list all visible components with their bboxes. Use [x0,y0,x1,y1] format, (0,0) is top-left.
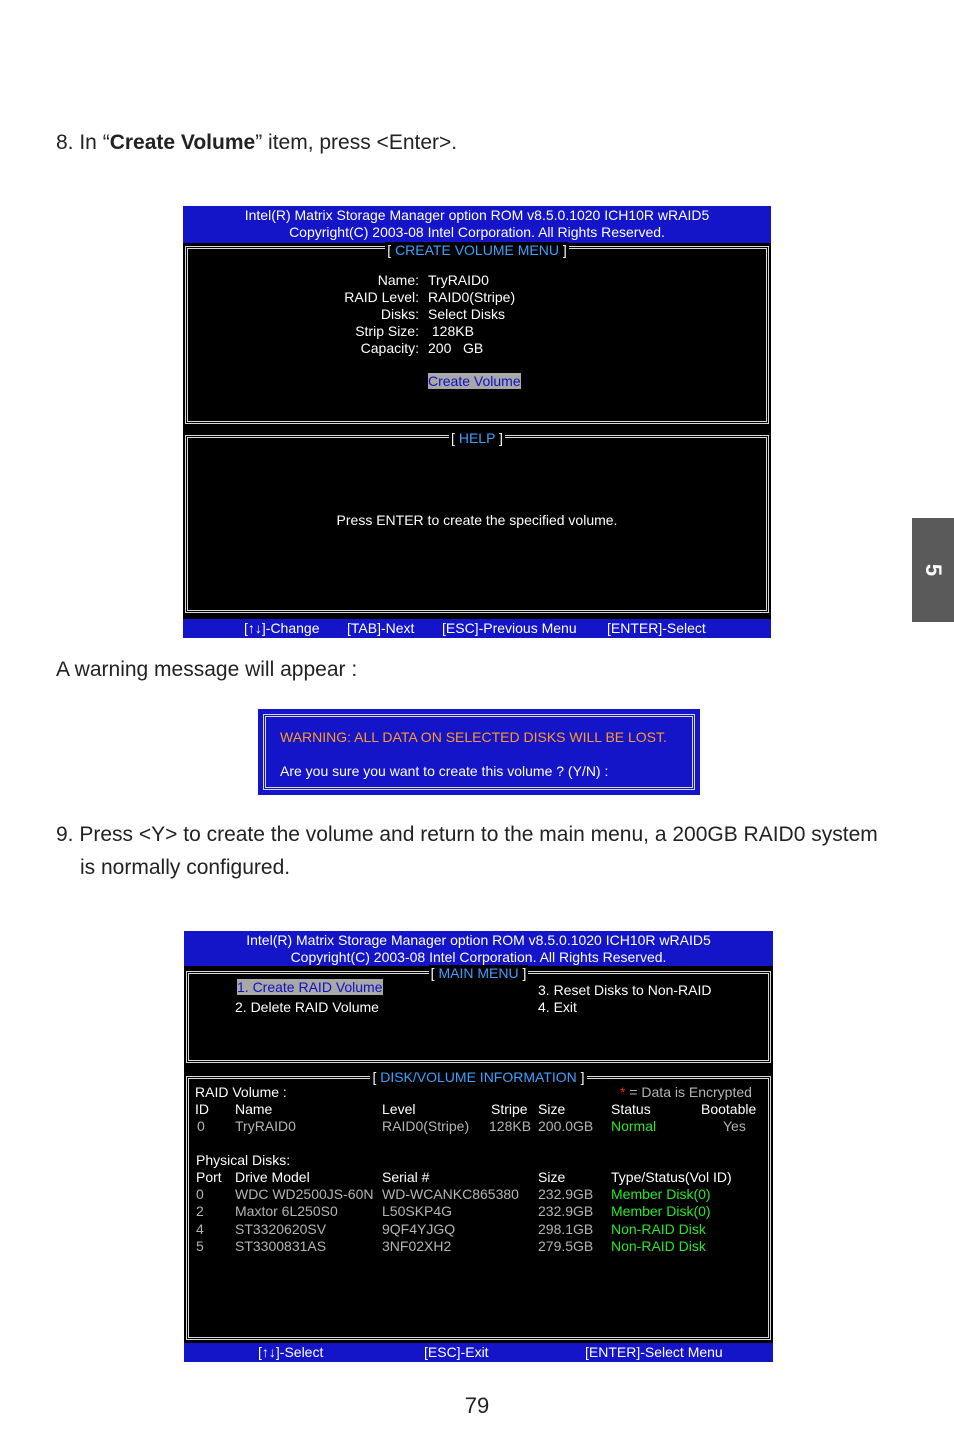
disk-row-size: 279.5GB [538,1238,594,1254]
bios-header-copyright: Copyright(C) 2003-08 Intel Corporation. All Rights Reserved. [290,949,667,965]
create-volume-button[interactable]: Create Volume [428,373,521,389]
footer-previous-menu: [ESC]-Previous Menu [442,620,577,636]
vol-row-bootable: Yes [723,1118,746,1134]
field-label-raid-level: RAID Level: [344,289,419,305]
create-volume-menu-title: [ CREATE VOLUME MENU ] [387,242,567,258]
disk-row-status: Non-RAID Disk [611,1238,706,1254]
disk-row-size: 298.1GB [538,1221,594,1237]
step-9-instruction [56,818,878,884]
vol-header-bootable: Bootable [701,1101,757,1117]
page-number: 79 [464,1393,490,1418]
step-8-prefix: 8. In “ [56,131,110,154]
disk-header-type-status: Type/Status(Vol ID) [611,1169,732,1185]
disk-row-serial: 9QF4YJGQ [382,1221,456,1237]
footer-select: [↑↓]-Select [258,1344,324,1360]
vol-header-status: Status [611,1101,651,1117]
physical-disks-label: Physical Disks: [196,1152,291,1168]
disk-row-model: ST3320620SV [235,1221,327,1237]
bios-header [184,931,773,966]
vol-row-stripe: 128KB [489,1118,532,1134]
vol-row-status: Normal [611,1118,657,1134]
vol-header-stripe: Stripe [491,1101,528,1117]
disk-row-model: WDC WD2500JS-60N [235,1186,374,1202]
step-8-suffix: ” item, press <Enter>. [255,131,458,154]
disk-row-size: 232.9GB [538,1203,594,1219]
disk-volume-info-title: [ DISK/VOLUME INFORMATION ] [372,1069,585,1085]
vol-header-level: Level [382,1101,416,1117]
disk-row-port: 2 [196,1203,204,1219]
warning-message: WARNING: ALL DATA ON SELECTED DISKS WILL BE LOST. [280,729,667,745]
step-8-instruction [56,126,457,159]
disk-header-serial: Serial # [382,1169,430,1185]
disk-header-drive-model: Drive Model [235,1169,310,1185]
chapter-number: 5 [921,563,946,577]
step-9-line-2: is normally configured. [80,856,291,879]
field-value-strip-size[interactable]: 128KB [428,323,474,339]
step-8-bold: Create Volume [109,131,256,154]
main-menu-title: [ MAIN MENU ] [430,965,527,981]
disk-row-serial: L50SKP4G [382,1203,453,1219]
vol-header-name: Name [235,1101,273,1117]
bios-header-title: Intel(R) Matrix Storage Manager option ROM v8.5.0.1020 ICH10R wRAID5 [244,207,710,223]
encrypted-legend [620,1084,752,1100]
vol-header-id: ID [195,1101,209,1117]
warning-dialog-frame [263,714,695,790]
bios-header-copyright: Copyright(C) 2003-08 Intel Corporation. All Rights Reserved. [289,224,665,240]
disk-row-serial: 3NF02XH2 [382,1238,452,1254]
help-title: [ HELP ] [451,430,503,446]
disk-row-status: Member Disk(0) [611,1203,711,1219]
disk-row-port: 5 [196,1238,204,1254]
footer-select-menu: [ENTER]-Select Menu [585,1344,723,1360]
field-label-disks: Disks: [380,306,419,322]
disk-row-size: 232.9GB [538,1186,594,1202]
footer-change: [↑↓]-Change [244,620,320,636]
footer-next: [TAB]-Next [347,620,415,636]
encrypted-note: = Data is Encrypted [625,1084,752,1100]
field-label-name: Name: [377,272,419,288]
menu-item-create-raid-volume[interactable]: 1. Create RAID Volume [237,979,383,995]
main-menu-screen [184,931,773,1362]
disk-row-model: Maxtor 6L250S0 [235,1203,338,1219]
footer-select: [ENTER]-Select [607,620,706,636]
menu-item-delete-raid-volume[interactable]: 2. Delete RAID Volume [235,999,379,1015]
disk-row-status: Member Disk(0) [611,1186,711,1202]
vol-row-name: TryRAID0 [235,1118,296,1134]
disk-row-model: ST3300831AS [235,1238,327,1254]
disk-row-port: 4 [196,1221,204,1237]
disk-row-serial: WD-WCANKC865380 [382,1186,519,1202]
help-text: Press ENTER to create the specified volume. [336,512,618,528]
disk-row-port: 0 [196,1186,204,1202]
field-value-disks[interactable]: Select Disks [428,306,506,322]
bios-header-title: Intel(R) Matrix Storage Manager option ROM v8.5.0.1020 ICH10R wRAID5 [246,932,711,948]
warning-dialog [258,709,700,795]
chapter-tab [912,518,954,622]
field-label-capacity: Capacity: [360,340,419,356]
raid-volume-label: RAID Volume : [195,1084,287,1100]
field-label-strip-size: Strip Size: [355,323,419,339]
disk-header-size: Size [538,1169,566,1185]
warning-intro-text: A warning message will appear : [56,658,358,681]
menu-item-reset-disks[interactable]: 3. Reset Disks to Non-RAID [538,982,712,998]
menu-item-exit[interactable]: 4. Exit [538,999,577,1015]
vol-row-level: RAID0(Stripe) [382,1118,470,1134]
vol-header-size: Size [538,1101,566,1117]
bios-footer [183,619,771,638]
disk-row-status: Non-RAID Disk [611,1221,706,1237]
vol-row-size: 200.0GB [538,1118,594,1134]
step-9-line-1: 9. Press <Y> to create the volume and return to the main menu, a 200GB RAID0 system [56,823,878,846]
footer-exit: [ESC]-Exit [424,1344,489,1360]
vol-row-id: 0 [197,1118,205,1134]
encrypted-star: * [620,1084,626,1100]
field-value-capacity[interactable]: 200 GB [428,340,484,356]
confirm-prompt[interactable]: Are you sure you want to create this volume ? (Y/N) : [280,763,609,779]
disk-header-port: Port [196,1169,222,1185]
field-value-name[interactable]: TryRAID0 [428,272,489,288]
bios-header [183,206,771,243]
bios-footer [184,1343,773,1362]
field-value-raid-level[interactable]: RAID0(Stripe) [428,289,516,305]
create-volume-screen [183,206,771,638]
